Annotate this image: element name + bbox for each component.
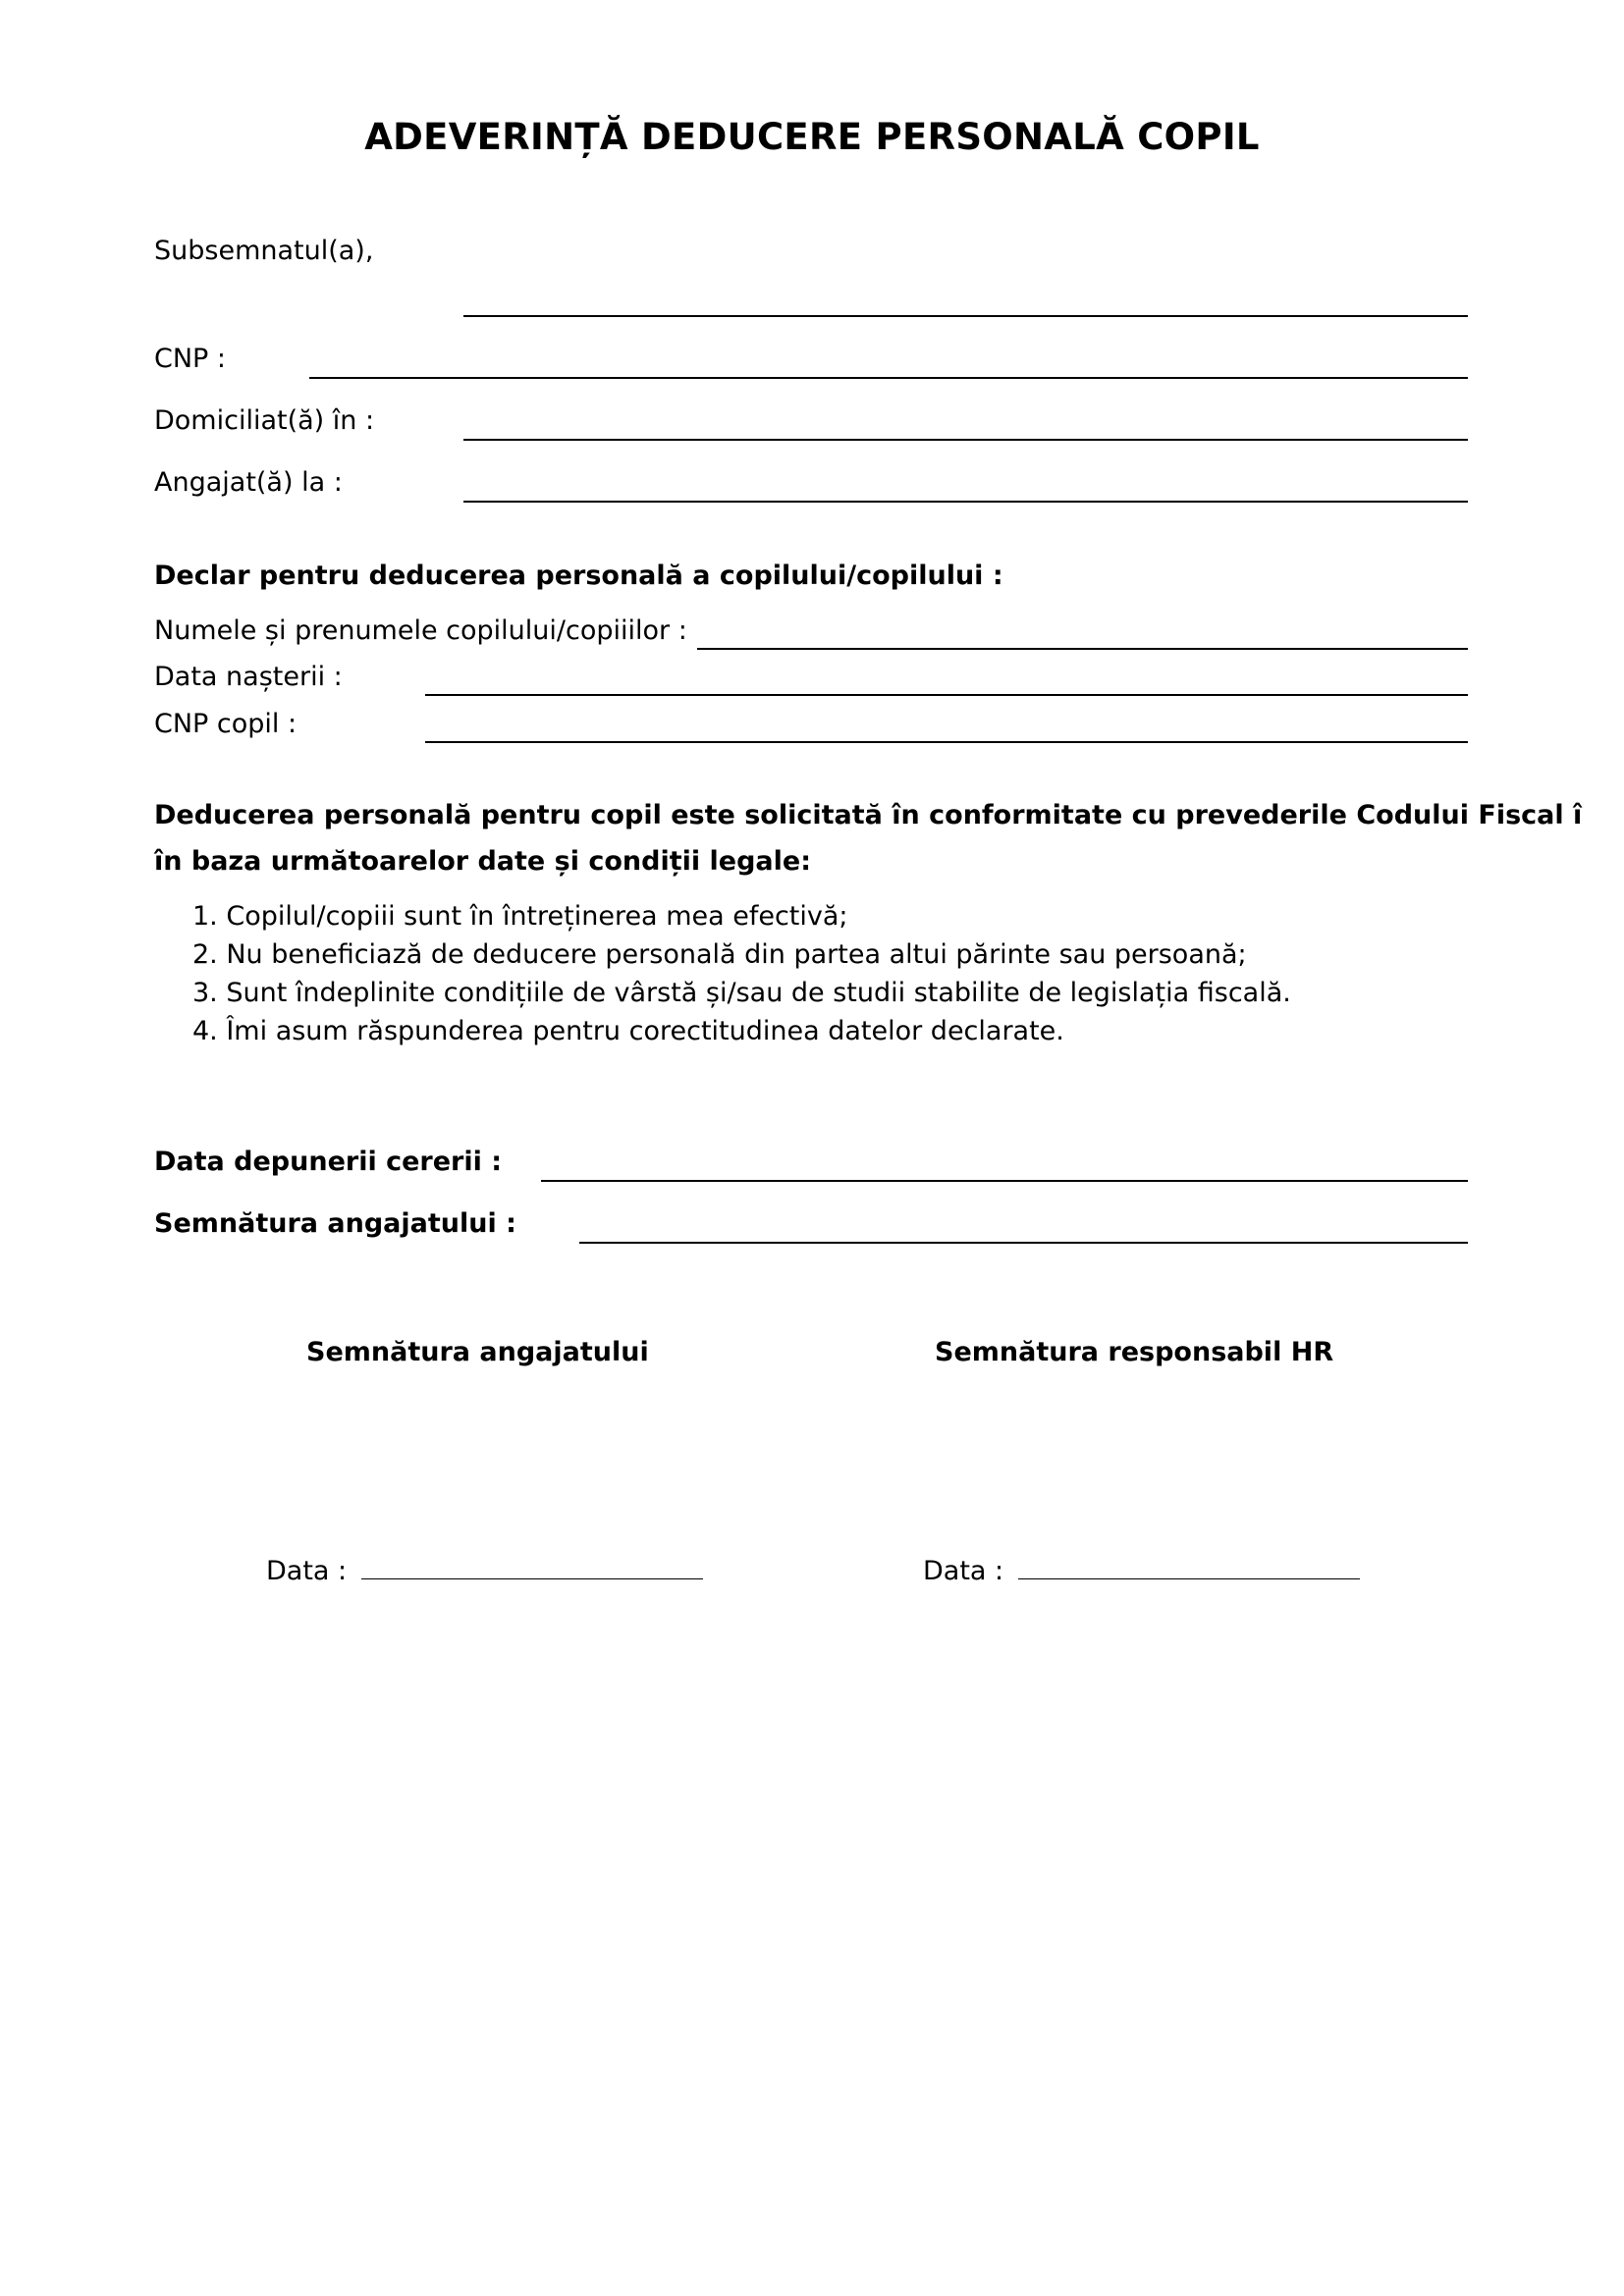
cnp-label: CNP : xyxy=(154,344,227,374)
submission-date-field-line[interactable] xyxy=(541,1180,1468,1182)
legal-paragraph-line-2: în baza următoarelor date și condiții legale: xyxy=(154,846,812,877)
employee-date-row xyxy=(266,1555,703,1586)
submission-date-label: Data depunerii cererii : xyxy=(154,1147,503,1177)
hr-date-row xyxy=(923,1555,1360,1586)
hr-date-blank[interactable] xyxy=(1018,1555,1360,1579)
name-field-line[interactable] xyxy=(463,315,1468,317)
condition-item-3: 3. Sunt îndeplinite condițiile de vârstă și/sau de studii stabilite de legislația fiscală. xyxy=(192,978,1291,1008)
employee-signature-title: Semnătura angajatului xyxy=(306,1337,649,1367)
legal-paragraph-line-1: Deducerea personală pentru copil este solicitată în conformitate cu prevederile Codului Fiscal î xyxy=(154,800,1583,830)
document-title: ADEVERINȚĂ DEDUCERE PERSONALĂ COPIL xyxy=(364,116,1260,158)
child-cnp-field-line[interactable] xyxy=(425,741,1468,743)
employee-date-blank[interactable] xyxy=(361,1555,703,1579)
birth-date-field-line[interactable] xyxy=(425,694,1468,696)
condition-item-4: 4. Îmi asum răspunderea pentru corectitudinea datelor declarate. xyxy=(192,1016,1064,1046)
condition-item-2: 2. Nu beneficiază de deducere personală din partea altui părinte sau persoană; xyxy=(192,939,1247,970)
condition-item-1: 1. Copilul/copiii sunt în întreținerea mea efectivă; xyxy=(192,901,848,932)
domicile-label: Domiciliat(ă) în : xyxy=(154,405,375,436)
intro-text: Subsemnatul(a), xyxy=(154,236,374,266)
employee-signature-field-line[interactable] xyxy=(579,1242,1468,1244)
employer-label: Angajat(ă) la : xyxy=(154,467,343,498)
child-name-label: Numele și prenumele copilului/copiiilor : xyxy=(154,615,687,646)
employee-signature-label: Semnătura angajatului : xyxy=(154,1208,516,1239)
hr-signature-title: Semnătura responsabil HR xyxy=(935,1337,1334,1367)
domicile-field-line[interactable] xyxy=(463,439,1468,441)
birth-date-label: Data nașterii : xyxy=(154,662,343,692)
hr-date-label: Data : xyxy=(923,1556,1004,1586)
employer-field-line[interactable] xyxy=(463,501,1468,503)
employee-date-label: Data : xyxy=(266,1556,348,1586)
cnp-field-line[interactable] xyxy=(309,377,1468,379)
child-name-field-line[interactable] xyxy=(697,648,1468,650)
declaration-heading: Declar pentru deducerea personală a copilului/copilului : xyxy=(154,561,1003,591)
child-cnp-label: CNP copil : xyxy=(154,709,298,739)
